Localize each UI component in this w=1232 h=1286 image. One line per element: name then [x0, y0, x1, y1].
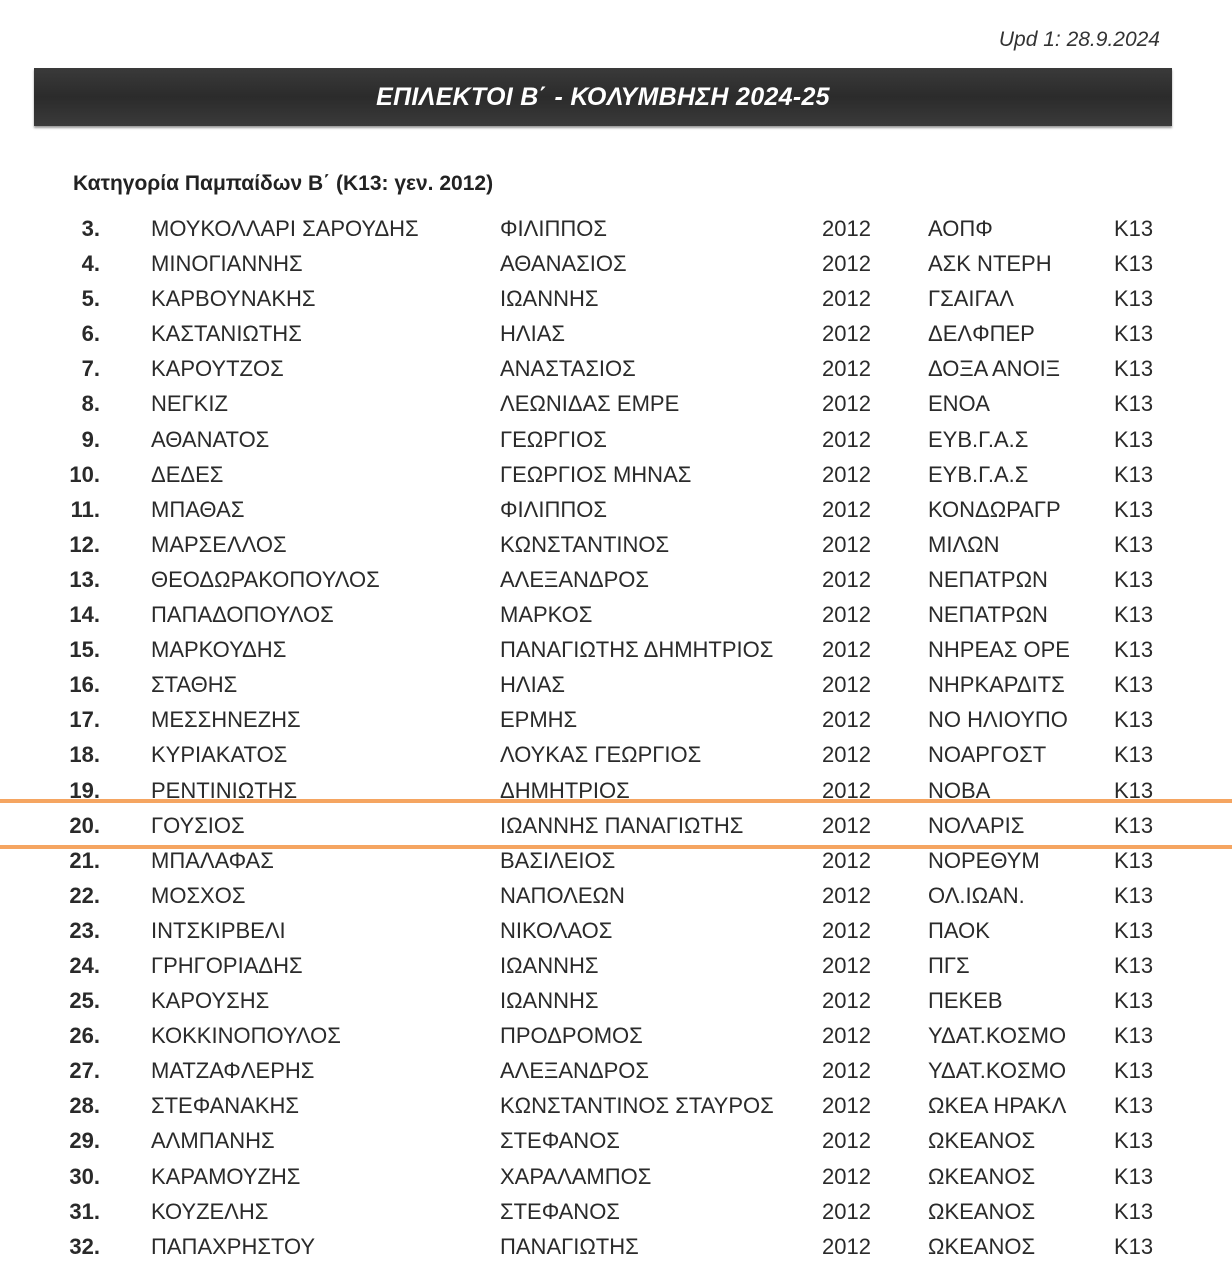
list-item — [0, 421, 1232, 456]
club: ΕΥΒ.Γ.Α.Σ — [928, 426, 1029, 452]
club: ΠΑΟΚ — [928, 917, 990, 943]
first-name: ΚΩΝΣΤΑΝΤΙΝΟΣ — [500, 531, 670, 557]
rank-number: 23. — [69, 917, 100, 943]
category: Κ13 — [1114, 1093, 1154, 1119]
first-name: ΜΑΡΚΟΣ — [500, 602, 593, 628]
birth-year: 2012 — [822, 882, 871, 908]
category: Κ13 — [1114, 1128, 1154, 1154]
rank-number: 18. — [69, 742, 100, 768]
surname: ΚΑΡΑΜΟΥΖΗΣ — [151, 1163, 301, 1189]
club: ΔΟΞΑ ΑΝΟΙΞ — [928, 356, 1061, 382]
surname: ΚΥΡΙΑΚΑΤΟΣ — [151, 742, 288, 768]
category: Κ13 — [1114, 777, 1154, 803]
category: Κ13 — [1114, 251, 1154, 277]
club: ΚΟΝΔΩΡΑΓΡ — [928, 496, 1061, 522]
surname: ΜΑΤΖΑΦΛΕΡΗΣ — [151, 1058, 315, 1084]
category: Κ13 — [1114, 1023, 1154, 1049]
athlete-list — [0, 210, 1232, 1263]
birth-year: 2012 — [822, 216, 871, 241]
birth-year: 2012 — [822, 707, 871, 733]
birth-year: 2012 — [822, 777, 871, 803]
birth-year: 2012 — [822, 672, 871, 698]
first-name: ΔΗΜΗΤΡΙΟΣ — [500, 777, 630, 803]
surname: ΙΝΤΣΚΙΡΒΕΛΙ — [151, 917, 286, 943]
first-name: ΚΩΝΣΤΑΝΤΙΝΟΣ ΣΤΑΥΡΟΣ — [500, 1093, 774, 1119]
club: ΝΟΒΑ — [928, 777, 991, 803]
category: Κ13 — [1114, 566, 1154, 592]
list-item — [0, 561, 1232, 596]
surname: ΓΡΗΓΟΡΙΑΔΗΣ — [151, 952, 303, 978]
club: ΩΚΕΑΝΟΣ — [928, 1128, 1036, 1154]
rank-number: 28. — [69, 1093, 100, 1119]
list-item — [0, 210, 1232, 245]
surname: ΑΘΑΝΑΤΟΣ — [151, 426, 270, 452]
list-item — [0, 666, 1232, 701]
surname: ΘΕΟΔΩΡΑΚΟΠΟΥΛΟΣ — [151, 566, 380, 592]
surname: ΓΟΥΣΙΟΣ — [151, 812, 245, 838]
surname: ΚΑΡΟΥΤΖΟΣ — [151, 356, 284, 382]
category: Κ13 — [1114, 356, 1154, 382]
list-item — [0, 701, 1232, 736]
list-item — [0, 491, 1232, 526]
category-heading: Κατηγορία Παμπαίδων Β΄ (Κ13: γεν. 2012) — [73, 172, 494, 195]
rank-number: 32. — [69, 1233, 100, 1259]
birth-year: 2012 — [822, 602, 871, 628]
birth-year: 2012 — [822, 391, 871, 417]
surname: ΜΕΣΣΗΝΕΖΗΣ — [151, 707, 301, 733]
rank-number: 24. — [69, 952, 100, 978]
rank-number: 14. — [69, 602, 100, 628]
rank-number: 10. — [69, 461, 100, 487]
list-item — [0, 315, 1232, 350]
birth-year: 2012 — [822, 321, 871, 347]
first-name: ΑΝΑΣΤΑΣΙΟΣ — [500, 356, 636, 382]
surname: ΑΛΜΠΑΝΗΣ — [151, 1128, 275, 1154]
birth-year: 2012 — [822, 426, 871, 452]
birth-year: 2012 — [822, 1233, 871, 1259]
rank-number: 27. — [69, 1058, 100, 1084]
birth-year: 2012 — [822, 917, 871, 943]
list-item — [0, 912, 1232, 947]
first-name: ΗΛΙΑΣ — [500, 672, 565, 698]
surname: ΔΕΔΕΣ — [151, 461, 224, 487]
category: Κ13 — [1114, 461, 1154, 487]
list-item — [0, 736, 1232, 771]
first-name: ΑΘΑΝΑΣΙΟΣ — [500, 251, 627, 277]
surname: ΝΕΓΚΙΖ — [151, 391, 228, 417]
rank-number: 4. — [81, 251, 100, 277]
rank-number: 13. — [69, 566, 100, 592]
club: ΕΝΟΑ — [928, 391, 990, 417]
birth-year: 2012 — [822, 847, 871, 873]
surname: ΜΑΡΚΟΥΔΗΣ — [151, 637, 287, 663]
club: ΩΚΕΑΝΟΣ — [928, 1198, 1036, 1224]
list-item — [0, 1087, 1232, 1122]
surname: ΚΑΡΒΟΥΝΑΚΗΣ — [151, 286, 316, 312]
first-name: ΙΩΑΝΝΗΣ — [500, 988, 599, 1014]
rank-number: 3. — [81, 216, 100, 241]
list-item — [0, 1122, 1232, 1157]
rank-number: 26. — [69, 1023, 100, 1049]
rank-number: 30. — [69, 1163, 100, 1189]
surname: ΜΠΑΛΑΦΑΣ — [151, 847, 274, 873]
category: Κ13 — [1114, 847, 1154, 873]
rank-number: 20. — [69, 812, 100, 838]
update-date: Upd 1: 28.9.2024 — [998, 28, 1160, 51]
first-name: ΛΕΩΝΙΔΑΣ ΕΜΡΕ — [500, 391, 680, 417]
first-name: ΗΛΙΑΣ — [500, 321, 565, 347]
surname: ΣΤΑΘΗΣ — [151, 672, 238, 698]
birth-year: 2012 — [822, 742, 871, 768]
surname: ΠΑΠΑΧΡΗΣΤΟΥ — [151, 1233, 316, 1259]
club: ΝΟΡΕΘΥΜ — [928, 847, 1040, 873]
rank-number: 17. — [69, 707, 100, 733]
first-name: ΠΑΝΑΓΙΩΤΗΣ — [500, 1233, 639, 1259]
birth-year: 2012 — [822, 1198, 871, 1224]
first-name: ΧΑΡΑΛΑΜΠΟΣ — [500, 1163, 652, 1189]
first-name: ΦΙΛΙΠΠΟΣ — [500, 496, 607, 522]
first-name: ΠΡΟΔΡΟΜΟΣ — [500, 1023, 643, 1049]
list-item — [0, 456, 1232, 491]
club: ΝΗΡΕΑΣ ΟΡΕ — [928, 637, 1070, 663]
surname: ΠΑΠΑΔΟΠΟΥΛΟΣ — [151, 602, 334, 628]
first-name: ΣΤΕΦΑΝΟΣ — [500, 1128, 620, 1154]
category: Κ13 — [1114, 637, 1154, 663]
surname: ΜΠΑΘΑΣ — [151, 496, 245, 522]
birth-year: 2012 — [822, 251, 871, 277]
club: ΝΟΛΑΡΙΣ — [928, 812, 1025, 838]
birth-year: 2012 — [822, 1058, 871, 1084]
first-name: ΓΕΩΡΓΙΟΣ ΜΗΝΑΣ — [500, 461, 692, 487]
birth-year: 2012 — [822, 531, 871, 557]
category: Κ13 — [1114, 531, 1154, 557]
club: ΩΚΕΑΝΟΣ — [928, 1163, 1036, 1189]
club: ΟΛ.ΙΩΑΝ. — [928, 882, 1025, 908]
club: ΕΥΒ.Γ.Α.Σ — [928, 461, 1029, 487]
first-name: ΙΩΑΝΝΗΣ — [500, 952, 599, 978]
category: Κ13 — [1114, 672, 1154, 698]
surname: ΚΟΥΖΕΛΗΣ — [151, 1198, 269, 1224]
surname: ΜΙΝΟΓΙΑΝΝΗΣ — [151, 251, 303, 277]
birth-year: 2012 — [822, 1128, 871, 1154]
first-name: ΣΤΕΦΑΝΟΣ — [500, 1198, 620, 1224]
surname: ΚΑΣΤΑΝΙΩΤΗΣ — [151, 321, 302, 347]
rank-number: 31. — [69, 1198, 100, 1224]
rank-number: 16. — [69, 672, 100, 698]
rank-number: 7. — [81, 356, 100, 382]
first-name: ΒΑΣΙΛΕΙΟΣ — [500, 847, 616, 873]
birth-year: 2012 — [822, 461, 871, 487]
birth-year: 2012 — [822, 952, 871, 978]
category: Κ13 — [1114, 917, 1154, 943]
club: ΝΟ ΗΛΙΟΥΠΟ — [928, 707, 1068, 733]
category: Κ13 — [1114, 882, 1154, 908]
birth-year: 2012 — [822, 286, 871, 312]
list-item — [0, 631, 1232, 666]
category: Κ13 — [1114, 1198, 1154, 1224]
list-item — [0, 280, 1232, 315]
surname: ΜΟΣΧΟΣ — [151, 882, 246, 908]
list-item — [0, 982, 1232, 1017]
rank-number: 15. — [69, 637, 100, 663]
category: Κ13 — [1114, 426, 1154, 452]
rank-number: 25. — [69, 988, 100, 1014]
club: ΠΕΚΕΒ — [928, 988, 1003, 1014]
list-item — [0, 245, 1232, 280]
first-name: ΝΑΠΟΛΕΩΝ — [500, 882, 625, 908]
birth-year: 2012 — [822, 637, 871, 663]
first-name: ΠΑΝΑΓΙΩΤΗΣ ΔΗΜΗΤΡΙΟΣ — [500, 637, 774, 663]
club: ΑΟΠΦ — [928, 216, 993, 241]
category: Κ13 — [1114, 952, 1154, 978]
category: Κ13 — [1114, 1163, 1154, 1189]
club: ΠΓΣ — [928, 952, 970, 978]
list-item — [0, 385, 1232, 420]
birth-year: 2012 — [822, 1093, 871, 1119]
list-item — [0, 842, 1232, 877]
list-item — [0, 772, 1232, 807]
birth-year: 2012 — [822, 496, 871, 522]
birth-year: 2012 — [822, 988, 871, 1014]
category: Κ13 — [1114, 216, 1154, 241]
rank-number: 8. — [81, 391, 100, 417]
rank-number: 19. — [69, 777, 100, 803]
birth-year: 2012 — [822, 1163, 871, 1189]
first-name: ΛΟΥΚΑΣ ΓΕΩΡΓΙΟΣ — [500, 742, 702, 768]
category: Κ13 — [1114, 812, 1154, 838]
first-name: ΙΩΑΝΝΗΣ ΠΑΝΑΓΙΩΤΗΣ — [500, 812, 744, 838]
club: ΝΕΠΑΤΡΩΝ — [928, 566, 1048, 592]
list-item — [0, 526, 1232, 561]
club: ΥΔΑΤ.ΚΟΣΜΟ — [928, 1023, 1067, 1049]
surname: ΜΟΥΚΟΛΛΑΡΙ ΣΑΡΟΥΔΗΣ — [151, 216, 419, 241]
surname: ΜΑΡΣΕΛΛΟΣ — [151, 531, 287, 557]
club: ΩΚΕΑΝΟΣ — [928, 1233, 1036, 1259]
list-item — [0, 350, 1232, 385]
surname: ΚΟΚΚΙΝΟΠΟΥΛΟΣ — [151, 1023, 341, 1049]
category: Κ13 — [1114, 391, 1154, 417]
category: Κ13 — [1114, 321, 1154, 347]
list-item — [0, 1158, 1232, 1193]
club: ΑΣΚ ΝΤΕΡΗ — [928, 251, 1052, 277]
rank-number: 29. — [69, 1128, 100, 1154]
club: ΝΟΑΡΓΟΣΤ — [928, 742, 1047, 768]
birth-year: 2012 — [822, 812, 871, 838]
first-name: ΑΛΕΞΑΝΔΡΟΣ — [500, 566, 649, 592]
club: ΓΣΑΙΓΑΛ — [928, 286, 1014, 312]
rank-number: 5. — [81, 286, 100, 312]
club: ΜΙΛΩΝ — [928, 531, 1000, 557]
category: Κ13 — [1114, 602, 1154, 628]
list-item — [0, 1052, 1232, 1087]
first-name: ΕΡΜΗΣ — [500, 707, 578, 733]
category: Κ13 — [1114, 707, 1154, 733]
birth-year: 2012 — [822, 566, 871, 592]
club: ΝΗΡΚΑΡΔΙΤΣ — [928, 672, 1065, 698]
surname: ΡΕΝΤΙΝΙΩΤΗΣ — [151, 777, 298, 803]
category: Κ13 — [1114, 1233, 1154, 1259]
club: ΝΕΠΑΤΡΩΝ — [928, 602, 1048, 628]
first-name: ΙΩΑΝΝΗΣ — [500, 286, 599, 312]
category: Κ13 — [1114, 742, 1154, 768]
list-item — [0, 1228, 1232, 1263]
rank-number: 21. — [69, 847, 100, 873]
category: Κ13 — [1114, 496, 1154, 522]
surname: ΚΑΡΟΥΣΗΣ — [151, 988, 270, 1014]
list-item — [0, 947, 1232, 982]
rank-number: 22. — [69, 882, 100, 908]
rank-number: 9. — [81, 426, 100, 452]
birth-year: 2012 — [822, 1023, 871, 1049]
birth-year: 2012 — [822, 356, 871, 382]
page-title: ΕΠΙΛΕΚΤΟΙ Β΄ - ΚΟΛΥΜΒΗΣΗ 2024-25 — [376, 82, 830, 111]
rank-number: 6. — [81, 321, 100, 347]
list-item — [0, 807, 1232, 842]
rank-number: 11. — [70, 496, 100, 522]
list-item — [0, 1017, 1232, 1052]
club: ΔΕΛΦΠΕΡ — [928, 321, 1035, 347]
category: Κ13 — [1114, 286, 1154, 312]
first-name: ΝΙΚΟΛΑΟΣ — [500, 917, 613, 943]
club: ΩΚΕΑ ΗΡΑΚΛ — [928, 1093, 1067, 1119]
first-name: ΓΕΩΡΓΙΟΣ — [500, 426, 607, 452]
first-name: ΦΙΛΙΠΠΟΣ — [500, 216, 607, 241]
rank-number: 12. — [69, 531, 100, 557]
category: Κ13 — [1114, 1058, 1154, 1084]
first-name: ΑΛΕΞΑΝΔΡΟΣ — [500, 1058, 649, 1084]
club: ΥΔΑΤ.ΚΟΣΜΟ — [928, 1058, 1067, 1084]
list-item — [0, 1193, 1232, 1228]
surname: ΣΤΕΦΑΝΑΚΗΣ — [151, 1093, 300, 1119]
list-item — [0, 877, 1232, 912]
title-banner — [34, 68, 1172, 126]
list-item — [0, 596, 1232, 631]
category: Κ13 — [1114, 988, 1154, 1014]
